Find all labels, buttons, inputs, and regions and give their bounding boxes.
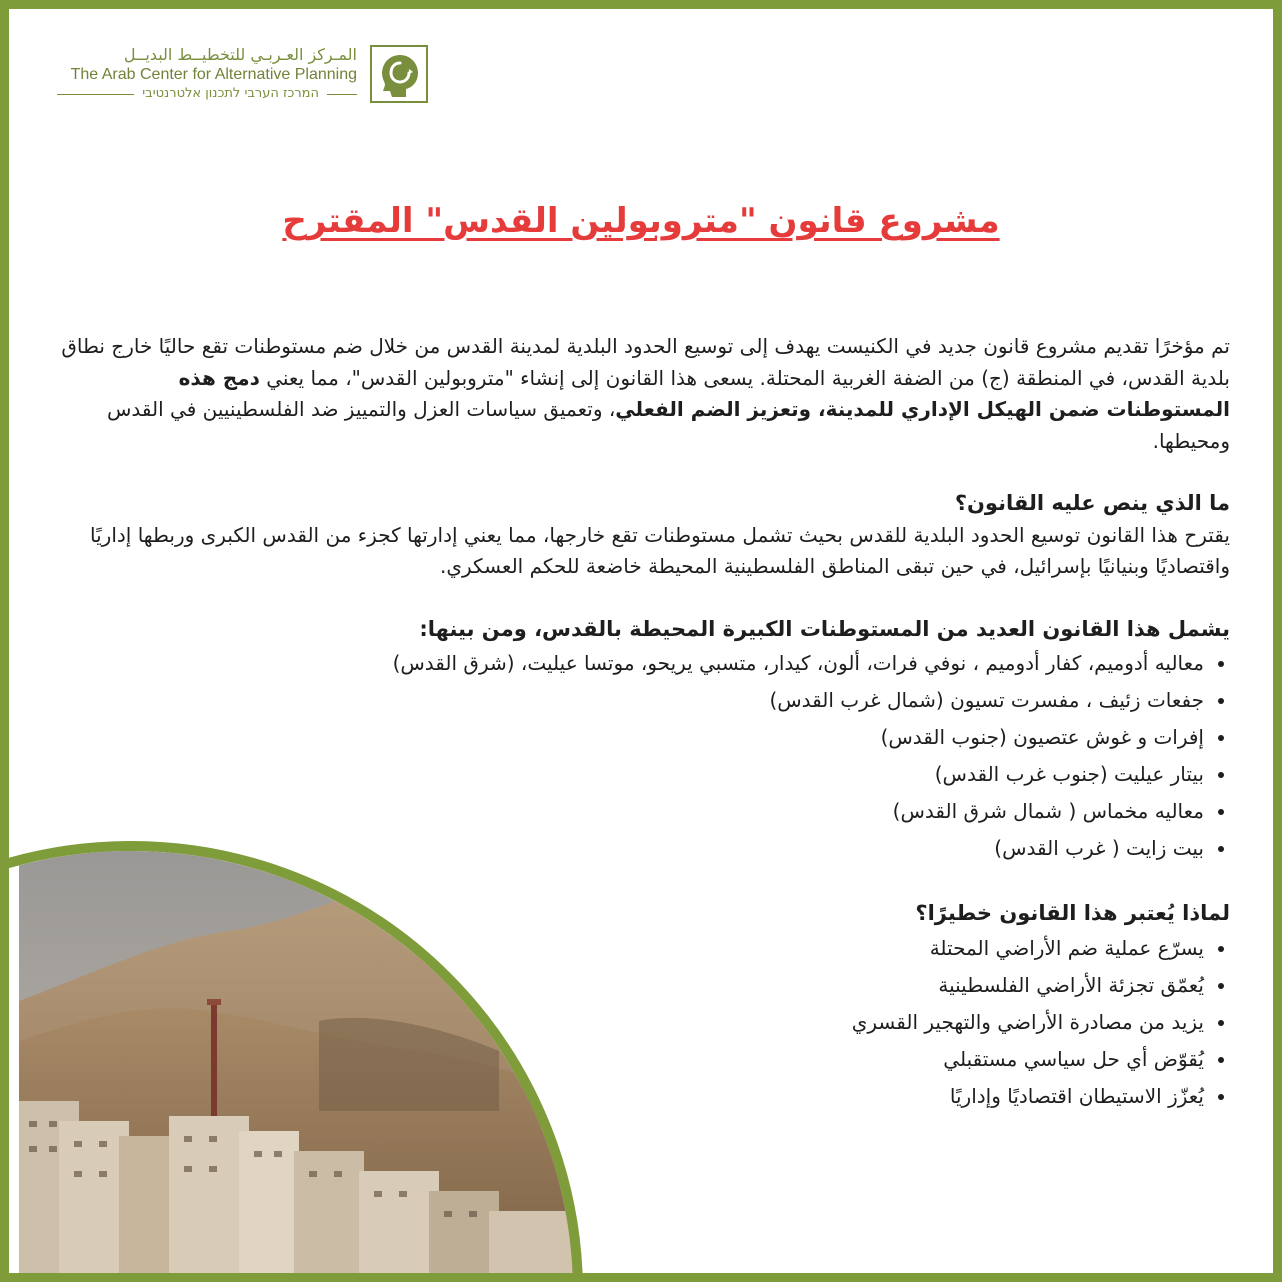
list-item: معاليه أدوميم، كفار أدوميم ، نوفي فرات، ألون، كيدار، متسبي يريحو، موتسا عيليت، (شرق القدس) bbox=[60, 645, 1230, 682]
intro-paragraph bbox=[60, 331, 1230, 457]
intro-text-2: ، وتعميق سياسات العزل والتمييز ضد الفلسطينيين في القدس ومحيطها. bbox=[106, 397, 1230, 453]
list-item: يسرّع عملية ضم الأراضي المحتلة bbox=[60, 930, 1230, 967]
list-item: يزيد من مصادرة الأراضي والتهجير القسري bbox=[60, 1004, 1230, 1041]
intro-bold-text: دمج هذه المستوطنات ضمن الهيكل الإداري للمدينة، وتعزيز الضم الفعلي bbox=[178, 365, 1230, 421]
logo-hebrew-name: המרכז הערבי לתכנון אלטרנטיבי bbox=[142, 86, 319, 101]
intro-text-1: تم مؤخرًا تقديم مشروع قانون جديد في الكنيست يهدف إلى توسيع الحدود البلدية لمدينة القدس من خلال ضم مستوطنات تقع حاليًا خارج نطاق بلدية القدس، في المنطقة (ج) من الضفة الغربية المحتلة. يسعى هذا القانون إلى إنشاء "متروبولين القدس"، مما يعني bbox=[61, 334, 1230, 390]
list-item: يُقوّض أي حل سياسي مستقبلي bbox=[60, 1041, 1230, 1078]
list-item: جفعات زئيف ، مفسرت تسيون (شمال غرب القدس) bbox=[60, 682, 1230, 719]
section-heading-why: لماذا يُعتبر هذا القانون خطيرًا؟ bbox=[915, 901, 1230, 925]
list-item: يُعزّز الاستيطان اقتصاديًا وإداريًا bbox=[60, 1078, 1230, 1115]
list-item: بيت زايت ( غرب القدس) bbox=[60, 830, 1230, 867]
settlement-landscape-image bbox=[19, 851, 583, 1273]
logo-text bbox=[57, 45, 357, 103]
list-item: إفرات و غوش عتصيون (جنوب القدس) bbox=[60, 719, 1230, 756]
logo-head-icon bbox=[370, 45, 428, 103]
logo-rule-left bbox=[57, 94, 134, 95]
post-frame bbox=[9, 9, 1273, 1273]
logo bbox=[57, 45, 429, 117]
settlements-list bbox=[60, 645, 1230, 867]
logo-english-name: The Arab Center for Alternative Planning bbox=[70, 66, 357, 83]
logo-rule-right bbox=[327, 94, 357, 95]
section-text-what: يقترح هذا القانون توسيع الحدود البلدية للقدس بحيث تشمل مستوطنات تقع خارجها، مما يعني إدارتها كجزء من القدس الكبرى وربطها إداريًا واقتصاديًا وبنيانيًا بإسرائيل، في حين تبقى المناطق الفلسطينية المحيطة خاضعة للحكم العسكري. bbox=[90, 522, 1230, 578]
section-heading-what: ما الذي ينص عليه القانون؟ bbox=[954, 491, 1230, 515]
list-item: يُعمّق تجزئة الأراضي الفلسطينية bbox=[60, 967, 1230, 1004]
logo-arabic-name: المـركز العـربـي للتخطيــط البديــل bbox=[123, 45, 357, 64]
list-item: بيتار عيليت (جنوب غرب القدس) bbox=[60, 756, 1230, 793]
section-heading-settlements: يشمل هذا القانون العديد من المستوطنات الكبيرة المحيطة بالقدس، ومن بينها: bbox=[419, 616, 1230, 641]
list-item: معاليه مخماس ( شمال شرق القدس) bbox=[60, 793, 1230, 830]
logo-hebrew-line bbox=[57, 85, 357, 103]
page-title: مشروع قانون "متروبولين القدس" المقترح bbox=[282, 201, 1000, 241]
settlement-photo bbox=[9, 841, 583, 1273]
